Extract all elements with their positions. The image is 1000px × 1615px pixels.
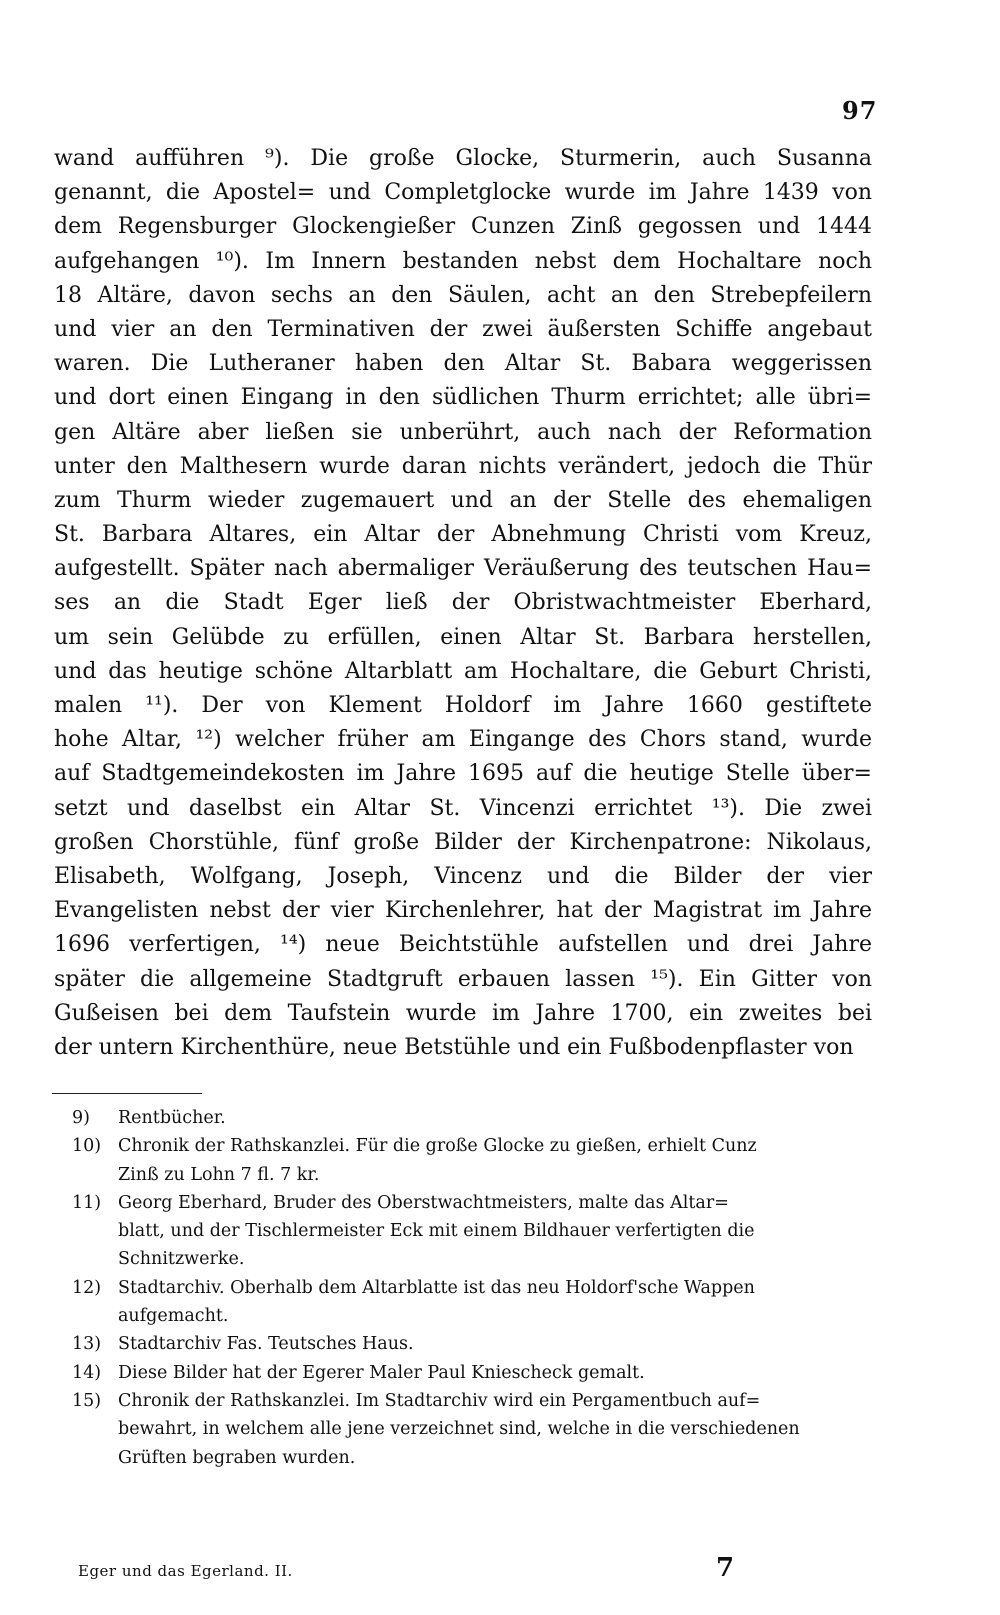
body-line: ses an die Stadt Eger ließ der Obristwachtmeister Eberhard, xyxy=(54,590,872,616)
body-line: dem Regensburger Glockengießer Cunzen Zinß gegossen und 1444 xyxy=(54,214,872,240)
footnote xyxy=(72,1132,872,1160)
footnote xyxy=(72,1330,872,1358)
footnote-text: Georg Eberhard, Bruder des Oberstwachtmeisters, malte das Altar= xyxy=(118,1192,729,1213)
sheet-number: 7 xyxy=(716,1553,735,1583)
footnote xyxy=(72,1274,872,1302)
footnote-number: 10) xyxy=(72,1136,102,1157)
footnote xyxy=(72,1189,872,1217)
body-line: setzt und daselbst ein Altar St. Vincenzi errichtet ¹³). Die zwei xyxy=(54,795,872,821)
body-line: später die allgemeine Stadtgruft erbauen lassen ¹⁵). Ein Gitter von xyxy=(54,966,872,992)
body-line: auf Stadtgemeindekosten im Jahre 1695 auf die heutige Stelle über= xyxy=(54,761,872,787)
footnote-continuation xyxy=(72,1302,872,1330)
footnote-text: aufgemacht. xyxy=(118,1306,229,1327)
footnote-number: 15) xyxy=(72,1390,102,1411)
footnote-continuation xyxy=(72,1245,872,1273)
printer-signature: Eger und das Egerland. II. xyxy=(78,1562,293,1580)
body-line: genannt, die Apostel= und Completglocke wurde im Jahre 1439 von xyxy=(54,180,872,206)
footnote-text: Diese Bilder hat der Egerer Maler Paul Kniescheck gemalt. xyxy=(118,1362,645,1383)
footnote-number: 12) xyxy=(72,1277,102,1298)
footnote-text: Stadtarchiv. Oberhalb dem Altarblatte ist das neu Holdorf'sche Wappen xyxy=(118,1277,755,1298)
body-line: Elisabeth, Wolfgang, Joseph, Vincenz und die Bilder der vier xyxy=(54,863,872,889)
footnote-continuation xyxy=(72,1415,872,1443)
body-line: um sein Gelübde zu erfüllen, einen Altar St. Barbara herstellen, xyxy=(54,624,872,650)
footnote-number: 9) xyxy=(72,1108,90,1128)
footnote-text: Chronik der Rathskanzlei. Im Stadtarchiv wird ein Pergamentbuch auf= xyxy=(118,1390,761,1411)
body-line: St. Barbara Altares, ein Altar der Abnehmung Christi vom Kreuz, xyxy=(54,522,872,548)
footnote xyxy=(72,1104,872,1132)
body-line: zum Thurm wieder zugemauert und an der Stelle des ehemaligen xyxy=(54,487,872,513)
body-line: aufgehangen ¹⁰). Im Innern bestanden nebst dem Hochaltare noch xyxy=(54,248,872,274)
body-line: großen Chorstühle, fünf große Bilder der Kirchenpatrone: Nikolaus, xyxy=(54,829,872,855)
body-line: aufgestellt. Später nach abermaliger Veräußerung des teutschen Hau= xyxy=(54,556,872,582)
body-line: wand aufführen ⁹). Die große Glocke, Sturmerin, auch Susanna xyxy=(54,146,872,171)
body-line: gen Altäre aber ließen sie unberührt, auch nach der Reformation xyxy=(54,419,872,445)
footnote-continuation xyxy=(72,1444,872,1472)
body-line: und vier an den Terminativen der zwei äußersten Schiffe angebaut xyxy=(54,316,872,342)
footnote-text: Chronik der Rathskanzlei. Für die große Glocke zu gießen, erhielt Cunz xyxy=(118,1136,757,1157)
body-line: hohe Altar, ¹²) welcher früher am Eingange des Chors stand, wurde xyxy=(54,727,872,753)
body-line: Evangelisten nebst der vier Kirchenlehrer, hat der Magistrat im Jahre xyxy=(54,898,872,924)
body-line: und dort einen Eingang in den südlichen Thurm errichtet; alle übri= xyxy=(54,385,872,411)
footnote-continuation xyxy=(72,1161,872,1189)
footnote-text: Grüften begraben wurden. xyxy=(118,1447,356,1468)
footnote-text: Stadtarchiv Fas. Teutsches Haus. xyxy=(118,1334,414,1355)
footnote-text: Zinß zu Lohn 7 fl. 7 kr. xyxy=(118,1164,320,1185)
footnote-number: 13) xyxy=(72,1334,102,1355)
footnote-divider xyxy=(52,1093,202,1094)
page-number: 97 xyxy=(842,96,878,125)
footnote-number: 14) xyxy=(72,1362,102,1383)
body-line: 1696 verfertigen, ¹⁴) neue Beichtstühle aufstellen und drei Jahre xyxy=(54,932,872,958)
body-line: Gußeisen bei dem Taufstein wurde im Jahre 1700, ein zweites bei xyxy=(54,1000,872,1026)
footnote-continuation xyxy=(72,1217,872,1245)
body-line: 18 Altäre, davon sechs an den Säulen, acht an den Strebepfeilern xyxy=(54,282,872,308)
body-line: der untern Kirchenthüre, neue Betstühle und ein Fußbodenpflaster von xyxy=(54,1034,854,1060)
footnote xyxy=(72,1359,872,1387)
body-text xyxy=(54,142,872,1065)
footnote-number: 11) xyxy=(72,1192,102,1213)
footnote xyxy=(72,1387,872,1415)
footnote-text: bewahrt, in welchem alle jene verzeichnet sind, welche in die verschiedenen xyxy=(118,1419,800,1440)
footnote-text: blatt, und der Tischlermeister Eck mit einem Bildhauer verfertigten die xyxy=(118,1221,755,1242)
body-line: malen ¹¹). Der von Klement Holdorf im Jahre 1660 gestiftete xyxy=(54,693,872,718)
body-line: waren. Die Lutheraner haben den Altar St. Babara weggerissen xyxy=(54,351,872,377)
footnote-text: Rentbücher. xyxy=(118,1108,226,1128)
body-line: und das heutige schöne Altarblatt am Hochaltare, die Geburt Christi, xyxy=(54,658,872,684)
footnotes xyxy=(72,1104,872,1472)
body-line: unter den Malthesern wurde daran nichts verändert, jedoch die Thür xyxy=(54,453,872,479)
footnote-text: Schnitzwerke. xyxy=(118,1249,245,1270)
